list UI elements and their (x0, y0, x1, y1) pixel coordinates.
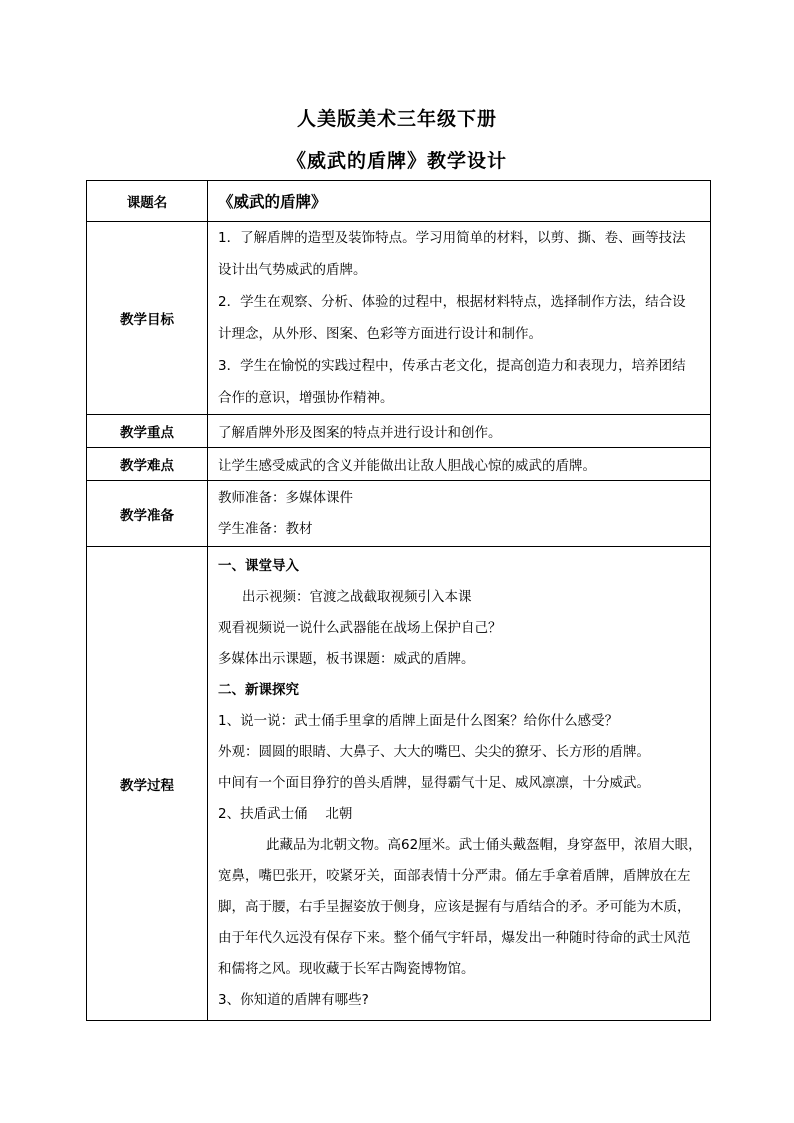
process-line: 宽鼻，嘴巴张开，咬紧牙关，面部表情十分严肃。俑左手拿着盾牌，盾牌放在左 (218, 868, 691, 884)
document-subtitle: 《威武的盾牌》教学设计 (286, 150, 507, 172)
goals-content (208, 222, 711, 415)
goal-line: 1．了解盾牌的造型及装饰特点。学习用简单的材料，以剪、撕、卷、画等技法 (218, 230, 686, 246)
label-topic: 课题名 (87, 181, 208, 222)
goal-line: 3．学生在愉悦的实践过程中，传承古老文化，提高创造力和表现力，培养团结 (218, 358, 686, 374)
row-difficulties (87, 448, 711, 481)
row-process (87, 547, 711, 1021)
goal-line: 合作的意识，增强协作精神。 (218, 390, 394, 406)
label-process: 教学过程 (87, 547, 208, 1021)
label-key-points: 教学重点 (87, 415, 208, 448)
process-line: 观看视频说一说什么武器能在战场上保护自己？ (218, 620, 502, 636)
difficulties-value: 让学生感受威武的含义并能做出让敌人胆战心惊的威武的盾牌。 (208, 448, 711, 481)
process-line: 3、你知道的盾牌有哪些? (218, 992, 369, 1008)
key-points-value: 了解盾牌外形及图案的特点并进行设计和创作。 (208, 415, 711, 448)
process-content (208, 547, 711, 1021)
student-preparation: 学生准备：教材 (218, 520, 313, 537)
label-preparation: 教学准备 (87, 481, 208, 547)
topic-value: 《威武的盾牌》 (208, 181, 711, 222)
process-line: 出示视频：官渡之战截取视频引入本课 (242, 589, 472, 605)
lesson-plan-table (86, 180, 711, 1021)
process-line: 外观：圆圆的眼睛、大鼻子、大大的嘴巴、尖尖的獠牙、长方形的盾牌。 (218, 744, 650, 760)
process-line: 1、说一说：武士俑手里拿的盾牌上面是什么图案？给你什么感受？ (218, 713, 619, 729)
process-line: 脚，高于腰，右手呈握姿放于侧身，应该是握有与盾结合的矛。矛可能为木质， (218, 899, 691, 915)
process-line: 由于年代久远没有保存下来。整个俑气宇轩昂，爆发出一种随时待命的武士风范 (218, 930, 691, 946)
process-line: 和儒将之风。现收藏于长军古陶瓷博物馆。 (218, 961, 475, 977)
section-heading: 一、课堂导入 (218, 558, 299, 574)
row-preparation (87, 481, 711, 547)
goal-line: 设计出气势威武的盾牌。 (218, 262, 367, 278)
label-goals: 教学目标 (87, 222, 208, 415)
process-line: 多媒体出示课题，板书课题：威武的盾牌。 (218, 651, 475, 667)
process-line: 2、扶盾武士俑 北朝 (218, 806, 353, 822)
section-heading: 二、新课探究 (218, 682, 299, 698)
process-line: 此藏品为北朝文物。高62厘米。武士俑头戴盔帽，身穿盔甲，浓眉大眼， (266, 837, 702, 853)
label-difficulties: 教学难点 (87, 448, 208, 481)
row-key-points (87, 415, 711, 448)
preparation-content (208, 481, 711, 547)
row-goals (87, 222, 711, 415)
document-title: 人美版美术三年级下册 (296, 108, 497, 130)
goal-line: 计理念，从外形、图案、色彩等方面进行设计和制作。 (218, 326, 542, 342)
teacher-preparation: 教师准备：多媒体课件 (218, 489, 353, 506)
process-line: 中间有一个面目狰狞的兽头盾牌，显得霸气十足、威风凛凛，十分威武。 (218, 775, 650, 791)
row-topic (87, 181, 711, 222)
goal-line: 2．学生在观察、分析、体验的过程中，根据材料特点，选择制作方法，结合设 (218, 294, 686, 310)
